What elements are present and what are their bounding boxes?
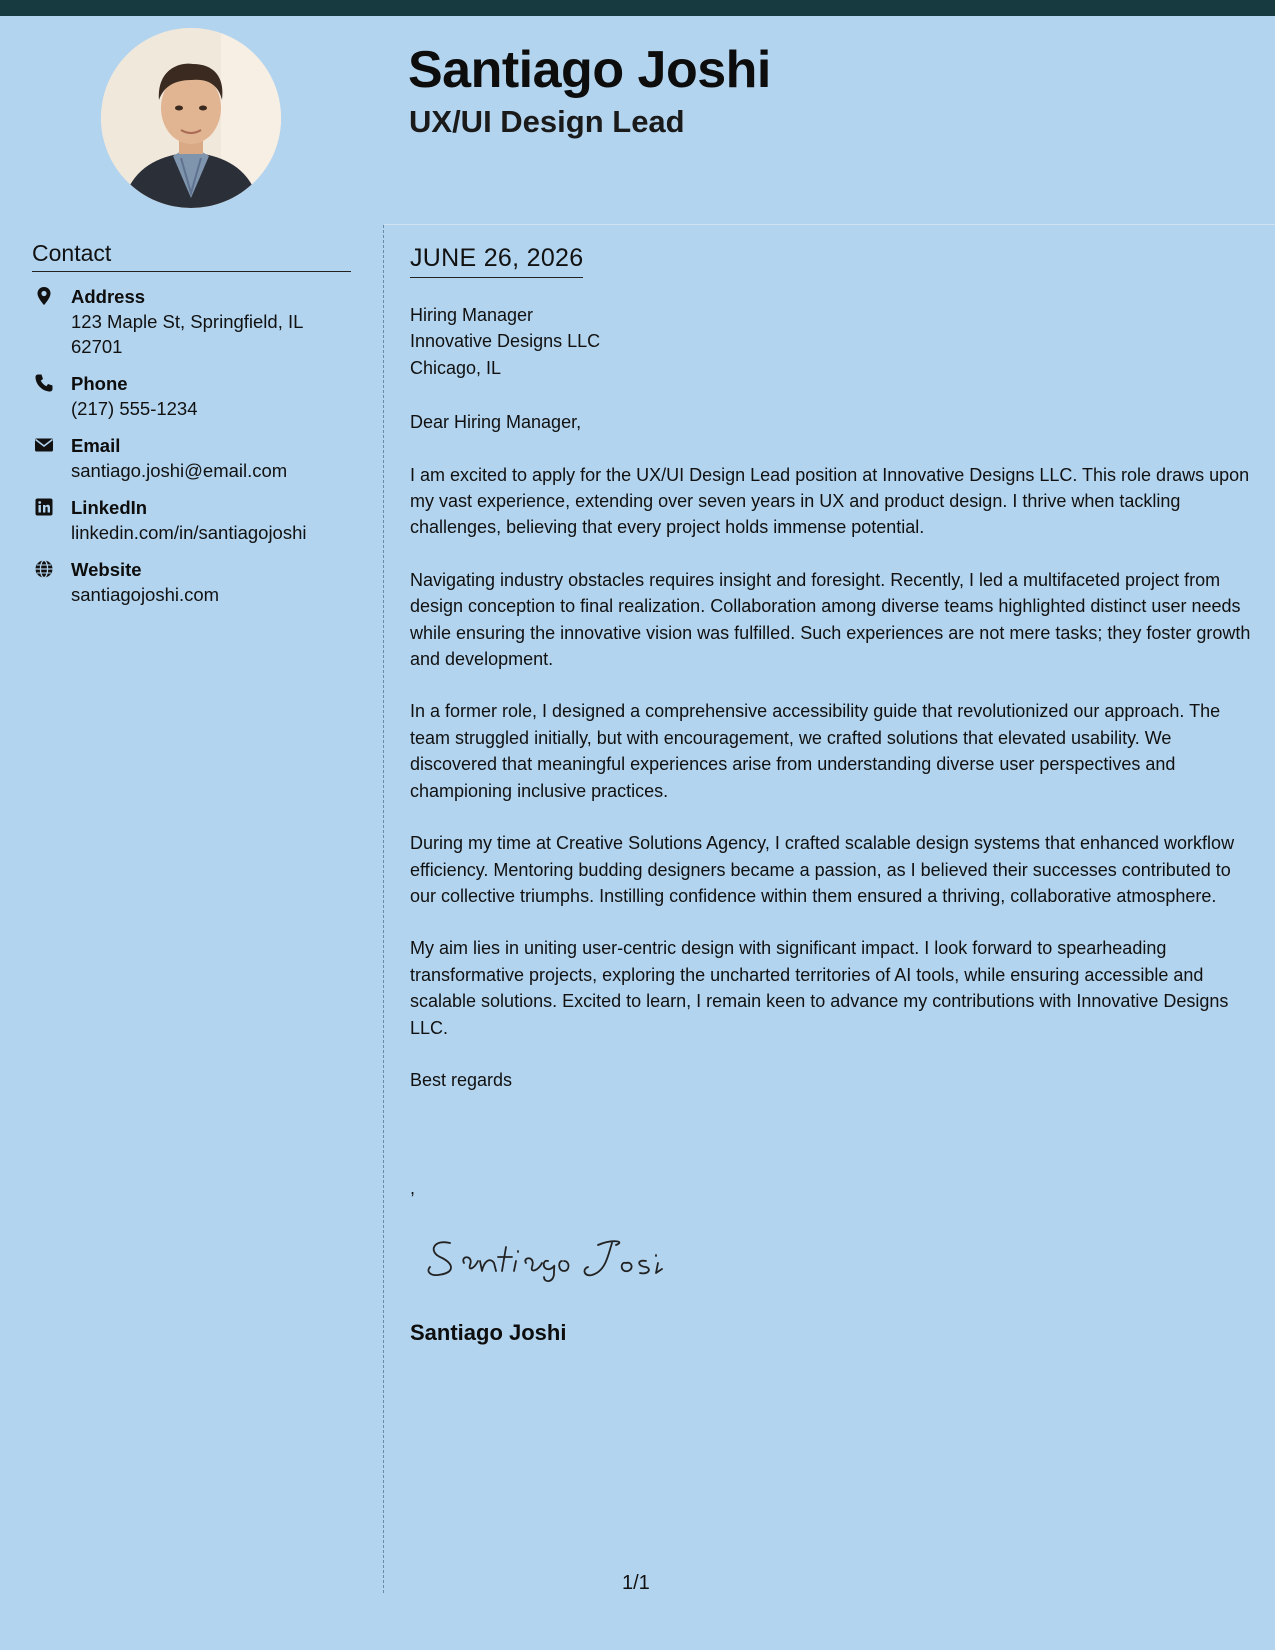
address-value: 123 Maple St, Springfield, IL 62701 <box>71 311 303 357</box>
phone-value: (217) 555-1234 <box>71 398 198 419</box>
closing: Best regards <box>410 1069 513 1090</box>
paragraph-1: I am excited to apply for the UX/UI Design Lead position at Innovative Designs LLC. This role draws upon my vast experience, extending over seven years in UX and product design. I thrive when tackling challenges, believing that every project holds immense potential. <box>410 464 1250 538</box>
contact-item-address <box>32 284 352 359</box>
email-value: santiago.joshi@email.com <box>71 460 288 481</box>
email-label: Email <box>71 435 121 456</box>
recipient-name: Hiring Manager <box>410 305 534 325</box>
phone-icon <box>34 373 54 393</box>
recipient-company: Innovative Designs LLC <box>410 331 601 352</box>
map-pin-icon <box>34 286 54 306</box>
paragraph-4: During my time at Creative Solutions Agency, I crafted scalable design systems that enhanced workflow efficiency. Mentoring budding designers became a passion, as I believed their successes contributed to our collective triumphs. Instilling confidence within them ensured a thriving, collaborative atmosphere. <box>410 833 1235 906</box>
linkedin-label: LinkedIn <box>71 497 148 518</box>
handwritten-signature <box>420 1225 680 1285</box>
globe-icon <box>34 559 54 579</box>
paragraph-3: In a former role, I designed a comprehensive accessibility guide that revolutionized our approach. The team struggled initially, but with encouragement, we crafted solutions that elevated usability. We discovered that meaningful experiences arise from understanding diverse user perspectives and championing inclusive practices. <box>410 701 1221 801</box>
top-accent-bar <box>0 0 1275 16</box>
website-label: Website <box>71 559 142 580</box>
linkedin-icon <box>34 497 54 517</box>
contact-item-linkedin <box>32 495 352 545</box>
salutation: Dear Hiring Manager, <box>410 412 582 433</box>
contact-list <box>32 284 352 619</box>
signer-name: Santiago Joshi <box>410 1320 567 1345</box>
paragraph-2: Navigating industry obstacles requires insight and foresight. Recently, I led a multifaceted project from design conception to final realization. Collaboration among diverse teams highlighted distinct user needs while ensuring the innovative vision was fulfilled. Such experiences are not mere tasks; they foster growth and development. <box>410 569 1251 670</box>
contact-item-email <box>32 433 352 483</box>
contact-heading: Contact <box>32 240 351 272</box>
column-divider <box>383 225 384 1593</box>
letter-body <box>410 302 1256 1093</box>
address-label: Address <box>71 286 146 307</box>
contact-item-website <box>32 557 352 607</box>
contact-item-phone <box>32 371 352 421</box>
website-value: santiagojoshi.com <box>71 584 220 605</box>
recipient-location: Chicago, IL <box>410 357 502 378</box>
header-name: Santiago Joshi <box>408 41 771 99</box>
header-job-title: UX/UI Design Lead <box>409 104 685 139</box>
letter-date: JUNE 26, 2026 <box>410 244 583 278</box>
envelope-icon <box>34 435 54 455</box>
page-number: 1/1 <box>622 1572 650 1594</box>
closing-comma: , <box>410 1178 416 1198</box>
linkedin-value: linkedin.com/in/santiagojoshi <box>71 522 307 543</box>
recipient-block <box>410 302 1256 381</box>
profile-photo <box>101 28 281 208</box>
paragraph-5: My aim lies in uniting user-centric design with significant impact. I look forward to spearheading transformative projects, exploring the uncharted territories of AI tools, while ensuring accessible and scalable solutions. Excited to learn, I remain keen to advance my contributions with Innovative Designs LLC. <box>410 938 1229 1038</box>
phone-label: Phone <box>71 373 128 394</box>
header-divider <box>384 224 1275 225</box>
